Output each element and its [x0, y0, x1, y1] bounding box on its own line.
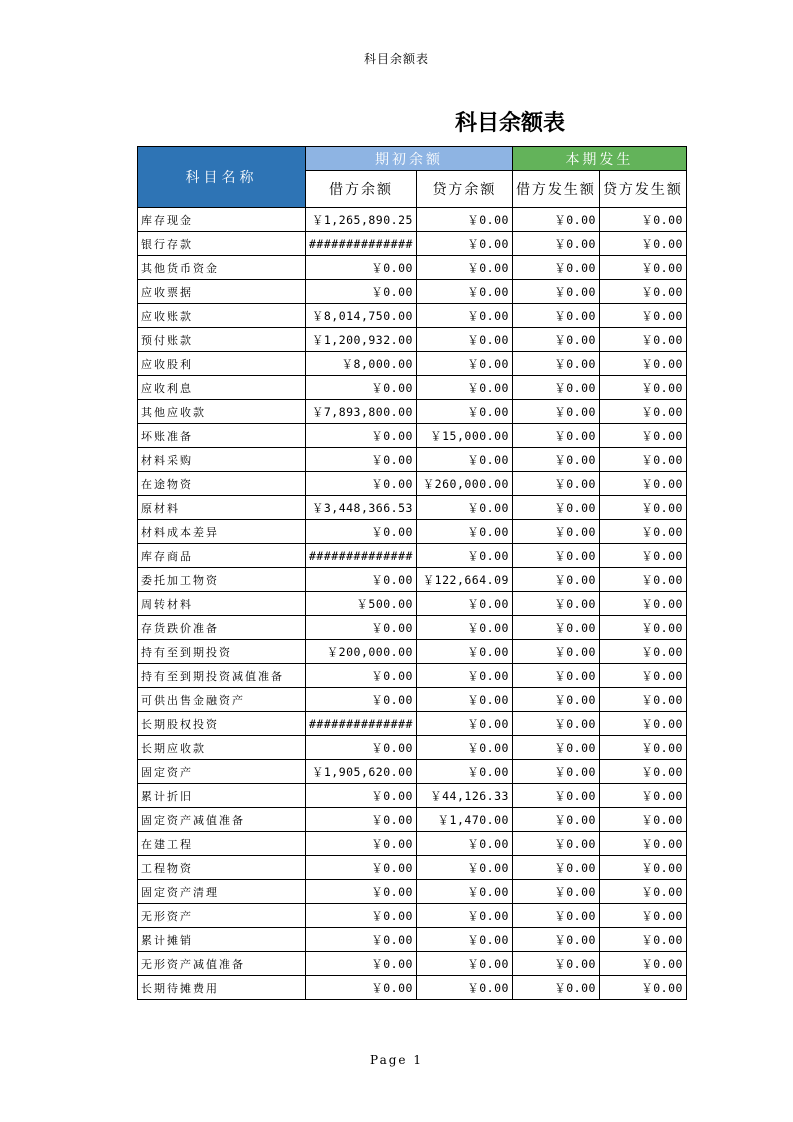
credit-amount-cell: ￥0.00 — [599, 304, 686, 328]
table-row — [138, 856, 687, 880]
account-name-cell: 委托加工物资 — [138, 568, 306, 592]
credit-amount-cell: ￥0.00 — [599, 592, 686, 616]
account-name-cell: 无形资产减值准备 — [138, 952, 306, 976]
debit-amount-cell: ￥0.00 — [512, 232, 599, 256]
account-name-cell: 固定资产 — [138, 760, 306, 784]
account-name-cell: 库存现金 — [138, 208, 306, 232]
account-name-cell: 累计折旧 — [138, 784, 306, 808]
debit-amount-cell: ￥0.00 — [512, 688, 599, 712]
debit-balance-cell: ￥0.00 — [306, 856, 417, 880]
table-row — [138, 568, 687, 592]
credit-balance-cell: ￥15,000.00 — [416, 424, 512, 448]
credit-amount-cell: ￥0.00 — [599, 376, 686, 400]
credit-amount-cell: ￥0.00 — [599, 784, 686, 808]
account-name-cell: 存货跌价准备 — [138, 616, 306, 640]
account-name-cell: 长期应收款 — [138, 736, 306, 760]
debit-balance-cell: ￥500.00 — [306, 592, 417, 616]
debit-balance-cell: ￥0.00 — [306, 832, 417, 856]
credit-amount-cell: ￥0.00 — [599, 496, 686, 520]
credit-amount-cell: ￥0.00 — [599, 232, 686, 256]
opening-balance-header: 期初余额 — [306, 147, 513, 171]
debit-amount-cell: ￥0.00 — [512, 400, 599, 424]
credit-amount-cell: ￥0.00 — [599, 736, 686, 760]
account-name-cell: 材料成本差异 — [138, 520, 306, 544]
credit-balance-cell: ￥0.00 — [416, 928, 512, 952]
debit-amount-cell: ￥0.00 — [512, 424, 599, 448]
table-row — [138, 472, 687, 496]
account-name-cell: 库存商品 — [138, 544, 306, 568]
credit-amount-cell: ￥0.00 — [599, 256, 686, 280]
credit-balance-cell: ￥122,664.09 — [416, 568, 512, 592]
credit-amount-cell: ￥0.00 — [599, 208, 686, 232]
credit-amount-cell: ￥0.00 — [599, 808, 686, 832]
table-row — [138, 280, 687, 304]
table-row — [138, 376, 687, 400]
table-row — [138, 880, 687, 904]
table-row — [138, 904, 687, 928]
account-name-cell: 应收账款 — [138, 304, 306, 328]
debit-balance-cell: ￥0.00 — [306, 688, 417, 712]
debit-amount-cell: ￥0.00 — [512, 592, 599, 616]
debit-balance-cell: ￥3,448,366.53 — [306, 496, 417, 520]
table-row — [138, 736, 687, 760]
credit-balance-cell: ￥1,470.00 — [416, 808, 512, 832]
credit-amount-cell: ￥0.00 — [599, 664, 686, 688]
debit-amount-cell: ￥0.00 — [512, 664, 599, 688]
debit-amount-cell: ￥0.00 — [512, 520, 599, 544]
credit-balance-cell: ￥0.00 — [416, 400, 512, 424]
table-row — [138, 760, 687, 784]
account-name-cell: 周转材料 — [138, 592, 306, 616]
credit-balance-cell: ￥0.00 — [416, 352, 512, 376]
debit-amount-cell: ￥0.00 — [512, 352, 599, 376]
credit-amount-cell: ￥0.00 — [599, 688, 686, 712]
debit-balance-cell: ￥0.00 — [306, 784, 417, 808]
credit-amount-cell: ￥0.00 — [599, 928, 686, 952]
credit-amount-cell: ￥0.00 — [599, 400, 686, 424]
credit-amount-cell: ￥0.00 — [599, 352, 686, 376]
account-name-cell: 预付账款 — [138, 328, 306, 352]
debit-balance-cell: ￥0.00 — [306, 952, 417, 976]
credit-balance-cell: ￥0.00 — [416, 904, 512, 928]
debit-balance-header: 借方余额 — [306, 171, 417, 208]
table-row — [138, 424, 687, 448]
debit-balance-cell: ￥1,200,932.00 — [306, 328, 417, 352]
credit-amount-cell: ￥0.00 — [599, 616, 686, 640]
credit-amount-cell: ￥0.00 — [599, 328, 686, 352]
table-row — [138, 664, 687, 688]
credit-balance-cell: ￥0.00 — [416, 616, 512, 640]
sheet-title: 科目余额表 — [454, 111, 565, 136]
credit-balance-cell: ￥0.00 — [416, 736, 512, 760]
debit-balance-cell: ￥0.00 — [306, 808, 417, 832]
debit-balance-cell: ￥0.00 — [306, 880, 417, 904]
account-name-cell: 累计摊销 — [138, 928, 306, 952]
debit-amount-cell: ￥0.00 — [512, 616, 599, 640]
table-row — [138, 712, 687, 736]
credit-amount-cell: ￥0.00 — [599, 520, 686, 544]
credit-amount-cell: ￥0.00 — [599, 880, 686, 904]
credit-balance-cell: ￥0.00 — [416, 520, 512, 544]
debit-balance-cell: ￥7,893,800.00 — [306, 400, 417, 424]
account-name-cell: 无形资产 — [138, 904, 306, 928]
table-row — [138, 616, 687, 640]
account-name-cell: 坏账准备 — [138, 424, 306, 448]
account-name-cell: 应收利息 — [138, 376, 306, 400]
credit-balance-cell: ￥0.00 — [416, 328, 512, 352]
table-row — [138, 256, 687, 280]
debit-amount-cell: ￥0.00 — [512, 448, 599, 472]
account-name-cell: 应收票据 — [138, 280, 306, 304]
credit-amount-cell: ￥0.00 — [599, 832, 686, 856]
debit-balance-cell: ￥0.00 — [306, 520, 417, 544]
table-row — [138, 496, 687, 520]
table-row — [138, 448, 687, 472]
account-name-cell: 材料采购 — [138, 448, 306, 472]
debit-amount-cell: ￥0.00 — [512, 856, 599, 880]
debit-amount-cell: ￥0.00 — [512, 472, 599, 496]
credit-amount-cell: ￥0.00 — [599, 448, 686, 472]
page-header: 科目余额表 — [363, 52, 429, 66]
credit-balance-cell: ￥0.00 — [416, 448, 512, 472]
credit-amount-cell: ￥0.00 — [599, 904, 686, 928]
credit-balance-cell: ￥44,126.33 — [416, 784, 512, 808]
credit-amount-cell: ￥0.00 — [599, 568, 686, 592]
table-row — [138, 400, 687, 424]
table-row — [138, 808, 687, 832]
credit-amount-header: 贷方发生额 — [599, 171, 686, 208]
credit-amount-cell: ￥0.00 — [599, 856, 686, 880]
account-name-cell: 固定资产清理 — [138, 880, 306, 904]
credit-balance-cell: ￥0.00 — [416, 760, 512, 784]
debit-balance-cell: ￥0.00 — [306, 568, 417, 592]
debit-balance-cell: ￥0.00 — [306, 280, 417, 304]
credit-balance-cell: ￥0.00 — [416, 376, 512, 400]
debit-amount-cell: ￥0.00 — [512, 976, 599, 1000]
debit-amount-cell: ￥0.00 — [512, 832, 599, 856]
account-name-cell: 可供出售金融资产 — [138, 688, 306, 712]
table-body — [138, 208, 687, 1000]
debit-amount-cell: ￥0.00 — [512, 712, 599, 736]
table-row — [138, 976, 687, 1000]
page-number: Page 1 — [370, 1053, 423, 1067]
debit-amount-header: 借方发生额 — [512, 171, 599, 208]
debit-balance-cell: ############## — [306, 544, 417, 568]
debit-balance-cell: ￥0.00 — [306, 472, 417, 496]
credit-amount-cell: ￥0.00 — [599, 712, 686, 736]
debit-amount-cell: ￥0.00 — [512, 304, 599, 328]
credit-amount-cell: ￥0.00 — [599, 544, 686, 568]
debit-balance-cell: ￥0.00 — [306, 736, 417, 760]
credit-balance-cell: ￥0.00 — [416, 592, 512, 616]
credit-amount-cell: ￥0.00 — [599, 976, 686, 1000]
table-row — [138, 232, 687, 256]
debit-balance-cell: ￥0.00 — [306, 616, 417, 640]
debit-balance-cell: ￥0.00 — [306, 448, 417, 472]
account-name-cell: 长期待摊费用 — [138, 976, 306, 1000]
account-name-cell: 在途物资 — [138, 472, 306, 496]
debit-amount-cell: ￥0.00 — [512, 568, 599, 592]
credit-balance-cell: ￥0.00 — [416, 664, 512, 688]
credit-balance-cell: ￥0.00 — [416, 544, 512, 568]
table-row — [138, 352, 687, 376]
table-row — [138, 208, 687, 232]
account-balance-table — [137, 146, 687, 1000]
debit-balance-cell: ￥1,905,620.00 — [306, 760, 417, 784]
credit-balance-cell: ￥0.00 — [416, 280, 512, 304]
credit-balance-cell: ￥0.00 — [416, 208, 512, 232]
table-row — [138, 640, 687, 664]
debit-amount-cell: ￥0.00 — [512, 808, 599, 832]
debit-amount-cell: ￥0.00 — [512, 280, 599, 304]
debit-balance-cell: ￥0.00 — [306, 976, 417, 1000]
debit-balance-cell: ￥0.00 — [306, 424, 417, 448]
debit-balance-cell: ￥1,265,890.25 — [306, 208, 417, 232]
debit-amount-cell: ￥0.00 — [512, 904, 599, 928]
credit-balance-cell: ￥0.00 — [416, 832, 512, 856]
account-name-cell: 持有至到期投资减值准备 — [138, 664, 306, 688]
table-row — [138, 328, 687, 352]
debit-amount-cell: ￥0.00 — [512, 760, 599, 784]
account-name-cell: 原材料 — [138, 496, 306, 520]
account-name-cell: 银行存款 — [138, 232, 306, 256]
credit-balance-cell: ￥0.00 — [416, 232, 512, 256]
debit-balance-cell: ￥200,000.00 — [306, 640, 417, 664]
account-name-cell: 在建工程 — [138, 832, 306, 856]
credit-balance-cell: ￥260,000.00 — [416, 472, 512, 496]
debit-amount-cell: ￥0.00 — [512, 376, 599, 400]
account-name-cell: 其他应收款 — [138, 400, 306, 424]
debit-amount-cell: ￥0.00 — [512, 880, 599, 904]
debit-amount-cell: ￥0.00 — [512, 544, 599, 568]
debit-balance-cell: ￥8,000.00 — [306, 352, 417, 376]
debit-amount-cell: ￥0.00 — [512, 640, 599, 664]
debit-balance-cell: ￥0.00 — [306, 664, 417, 688]
table-row — [138, 688, 687, 712]
table-row — [138, 784, 687, 808]
credit-balance-cell: ￥0.00 — [416, 712, 512, 736]
credit-amount-cell: ￥0.00 — [599, 640, 686, 664]
credit-balance-cell: ￥0.00 — [416, 856, 512, 880]
credit-amount-cell: ￥0.00 — [599, 952, 686, 976]
account-name-cell: 其他货币资金 — [138, 256, 306, 280]
debit-amount-cell: ￥0.00 — [512, 952, 599, 976]
table-row — [138, 592, 687, 616]
account-name-cell: 长期股权投资 — [138, 712, 306, 736]
debit-balance-cell: ￥0.00 — [306, 376, 417, 400]
table-row — [138, 304, 687, 328]
table-row — [138, 952, 687, 976]
account-name-cell: 工程物资 — [138, 856, 306, 880]
debit-amount-cell: ￥0.00 — [512, 208, 599, 232]
debit-balance-cell: ￥8,014,750.00 — [306, 304, 417, 328]
account-name-cell: 持有至到期投资 — [138, 640, 306, 664]
credit-balance-cell: ￥0.00 — [416, 496, 512, 520]
debit-amount-cell: ￥0.00 — [512, 328, 599, 352]
table-row — [138, 544, 687, 568]
credit-balance-cell: ￥0.00 — [416, 952, 512, 976]
debit-amount-cell: ￥0.00 — [512, 928, 599, 952]
period-activity-header: 本期发生 — [512, 147, 686, 171]
credit-balance-header: 贷方余额 — [416, 171, 512, 208]
credit-amount-cell: ￥0.00 — [599, 424, 686, 448]
credit-balance-cell: ￥0.00 — [416, 304, 512, 328]
debit-amount-cell: ￥0.00 — [512, 496, 599, 520]
credit-balance-cell: ￥0.00 — [416, 880, 512, 904]
account-name-cell: 应收股利 — [138, 352, 306, 376]
table-row — [138, 928, 687, 952]
table-row — [138, 520, 687, 544]
credit-amount-cell: ￥0.00 — [599, 280, 686, 304]
account-name-cell: 固定资产减值准备 — [138, 808, 306, 832]
table-row — [138, 832, 687, 856]
debit-amount-cell: ￥0.00 — [512, 736, 599, 760]
debit-balance-cell: ￥0.00 — [306, 928, 417, 952]
account-name-header: 科目名称 — [138, 147, 306, 208]
credit-balance-cell: ￥0.00 — [416, 976, 512, 1000]
debit-amount-cell: ￥0.00 — [512, 256, 599, 280]
credit-balance-cell: ￥0.00 — [416, 256, 512, 280]
debit-amount-cell: ￥0.00 — [512, 784, 599, 808]
debit-balance-cell: ############## — [306, 232, 417, 256]
credit-balance-cell: ￥0.00 — [416, 640, 512, 664]
debit-balance-cell: ￥0.00 — [306, 904, 417, 928]
debit-balance-cell: ############## — [306, 712, 417, 736]
credit-amount-cell: ￥0.00 — [599, 760, 686, 784]
credit-amount-cell: ￥0.00 — [599, 472, 686, 496]
credit-balance-cell: ￥0.00 — [416, 688, 512, 712]
debit-balance-cell: ￥0.00 — [306, 256, 417, 280]
